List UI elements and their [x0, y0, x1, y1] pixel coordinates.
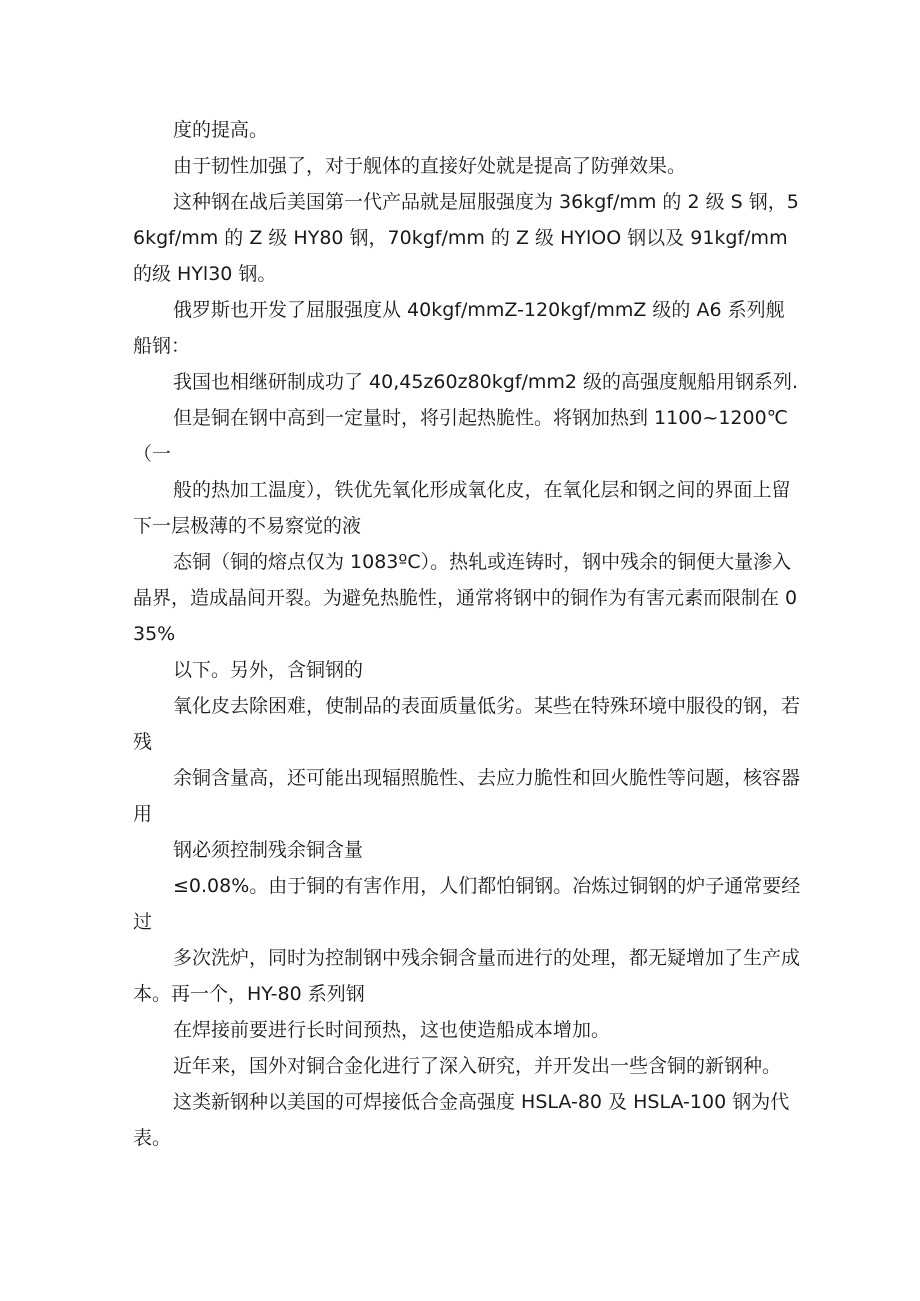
paragraph: 氧化皮去除困难，使制品的表面质量低劣。某些在特殊环境中服役的钢，若残: [133, 695, 801, 753]
paragraph: 以下。另外，含铜钢的: [173, 659, 364, 681]
paragraph: 俄罗斯也开发了屈服强度从 40kgf/mmZ-120kgf/mmZ 级的 A6 系列舰船钢：: [133, 299, 785, 357]
paragraph: 由于韧性加强了，对于舰体的直接好处就是提高了防弹效果。: [173, 155, 687, 177]
paragraph: 度的提高。: [173, 119, 269, 141]
paragraph: 余铜含量高，还可能出现辐照脆性、去应力脆性和回火脆性等问题，核容器用: [133, 767, 801, 825]
paragraph: 态铜（铜的熔点仅为 1083ºC）。热轧或连铸时，钢中残余的铜便大量渗入晶界，造成晶间开裂。为避免热脆性，通常将钢中的铜作为有害元素而限制在 035%: [133, 551, 798, 645]
paragraph: 这类新钢种以美国的可焊接低合金高强度 HSLA-80 及 HSLA-100 钢为代表。: [133, 1091, 790, 1149]
paragraph: 般的热加工温度），铁优先氧化形成氧化皮，在氧化层和钢之间的界面上留下一层极薄的不易察觉的液: [133, 479, 791, 537]
paragraph: 我国也相继研制成功了 40,45z60z80kgf/mm2 级的高强度舰船用钢系列.: [173, 371, 799, 393]
paragraph: 在焊接前要进行长时间预热，这也使造船成本增加。: [173, 1019, 611, 1041]
paragraph: 钢必须控制残余铜含量: [173, 839, 364, 861]
paragraph: 近年来，国外对铜合金化进行了深入研究，并开发出一些含铜的新钢种。: [173, 1055, 782, 1077]
paragraph: 但是铜在钢中高到一定量时，将引起热脆性。将钢加热到 1100~1200℃（一: [133, 407, 789, 465]
document-body: [133, 112, 801, 1156]
paragraph: ≤0.08%。由于铜的有害作用，人们都怕铜钢。冶炼过铜钢的炉子通常要经过: [133, 875, 801, 933]
paragraph: 这种钢在战后美国第一代产品就是屈服强度为 36kgf/mm 的 2 级 S 钢，56kgf/mm 的 Z 级 HY80 钢，70kgf/mm 的 Z 级 HYlOO 钢以及 91kgf/mm 的级 HYl30 钢。: [133, 191, 799, 285]
paragraph: 多次洗炉，同时为控制钢中残余铜含量而进行的处理，都无疑增加了生产成本。再一个，HY-80 系列钢: [133, 947, 801, 1005]
